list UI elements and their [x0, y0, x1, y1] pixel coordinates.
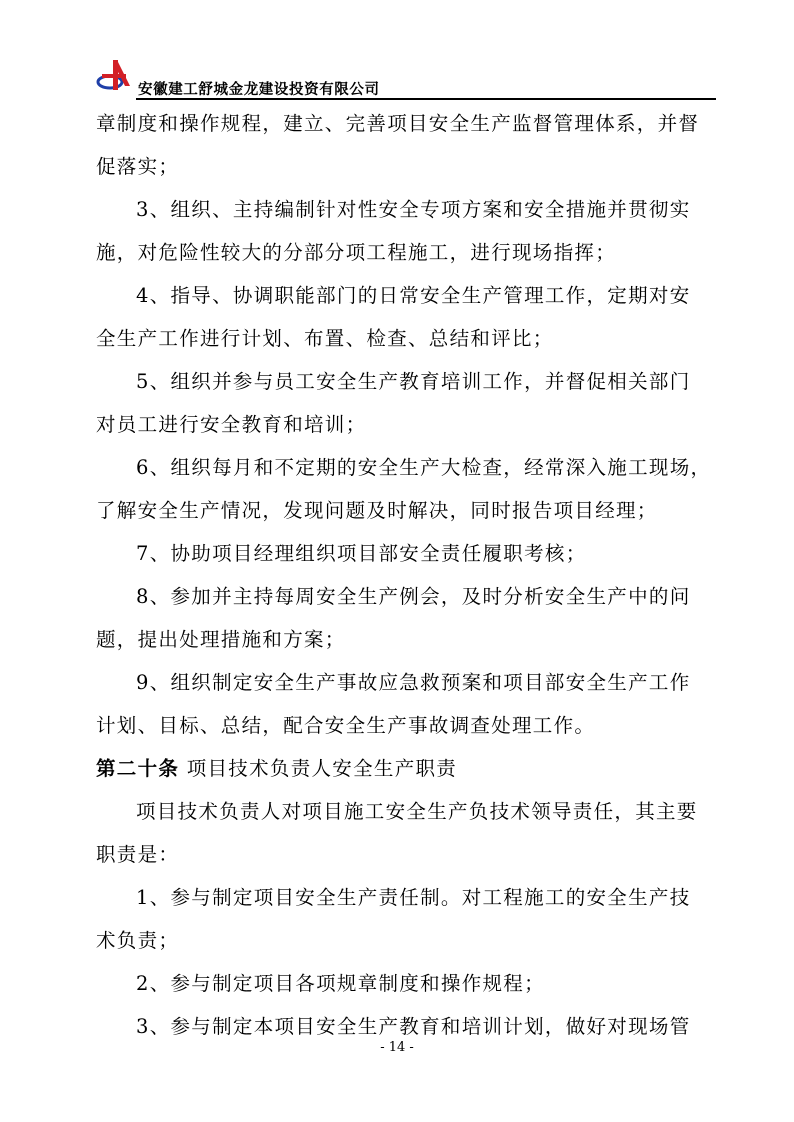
document-body	[96, 102, 712, 1048]
text-line: 职责是：	[96, 843, 180, 866]
text-line: 术负责；	[96, 929, 180, 952]
article-heading	[96, 747, 708, 790]
text-line: 对员工进行安全教育和培训；	[96, 413, 367, 436]
company-name: 安徽建工舒城金龙建设投资有限公司	[138, 82, 380, 98]
text-line: 全生产工作进行计划、布置、检查、总结和评比；	[96, 327, 554, 350]
company-logo	[96, 56, 136, 96]
paragraph-block	[96, 102, 712, 747]
text-line: 章制度和操作规程，建立、完善项目安全生产监督管理体系，并督	[96, 112, 700, 135]
page-header	[96, 56, 716, 96]
article-number: 第二十条	[96, 757, 180, 780]
text-line: 3、组织、主持编制针对性安全专项方案和安全措施并贯彻实	[136, 198, 691, 221]
text-line: 题，提出处理措施和方案；	[96, 628, 346, 651]
text-line: 项目技术负责人对项目施工安全生产负技术领导责任，其主要	[136, 800, 698, 823]
page-number: - 14 -	[380, 1040, 414, 1055]
header-rule	[136, 98, 716, 100]
text-line: 6、组织每月和不定期的安全生产大检查，经常深入施工现场，	[136, 456, 712, 479]
text-line: 了解安全生产情况，发现问题及时解决，同时报告项目经理；	[96, 499, 658, 522]
text-line: 7、协助项目经理组织项目部安全责任履职考核；	[136, 542, 587, 565]
text-line: 3、参与制定本项目安全生产教育和培训计划，做好对现场管	[136, 1015, 691, 1038]
text-line: 计划、目标、总结，配合安全生产事故调查处理工作。	[96, 714, 596, 737]
text-line: 2、参与制定项目各项规章制度和操作规程；	[136, 972, 545, 995]
text-line: 1、参与制定项目安全生产责任制。对工程施工的安全生产技	[136, 886, 691, 909]
text-line: 9、组织制定安全生产事故应急救预案和项目部安全生产工作	[136, 671, 691, 694]
text-line: 5、组织并参与员工安全生产教育培训工作，并督促相关部门	[136, 370, 691, 393]
text-line: 8、参加并主持每周安全生产例会，及时分析安全生产中的问	[136, 585, 691, 608]
text-line: 促落实；	[96, 155, 180, 178]
text-line: 施，对危险性较大的分部分项工程施工，进行现场指挥；	[96, 241, 617, 264]
paragraph-block	[96, 790, 708, 1048]
article-title: 项目技术负责人安全生产职责	[186, 757, 458, 780]
text-line: 4、指导、协调职能部门的日常安全生产管理工作，定期对安	[136, 284, 691, 307]
